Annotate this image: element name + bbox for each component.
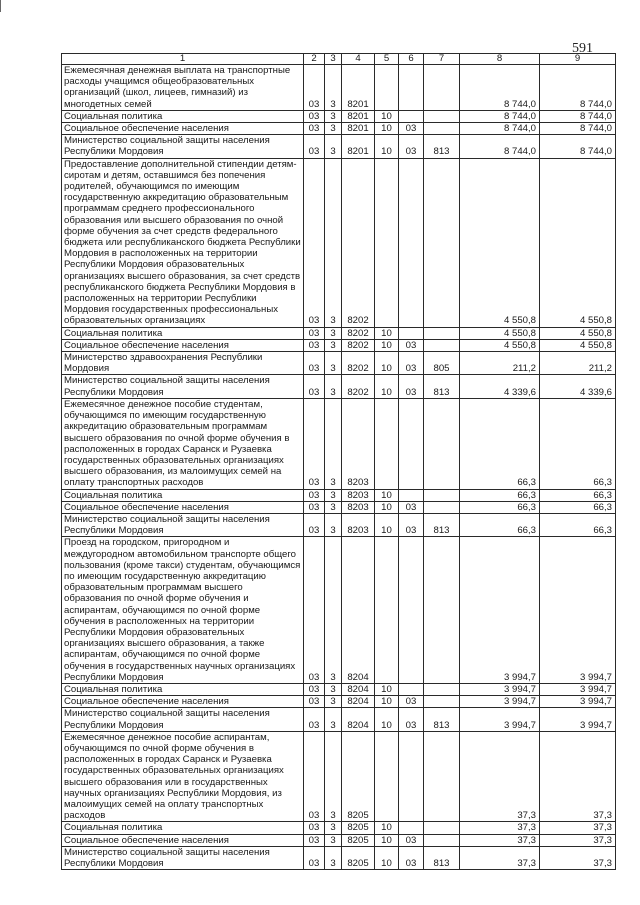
- code-cell-7: [424, 537, 460, 684]
- amount-cell-8: 8 744,0: [460, 65, 540, 111]
- code-cell-3: 3: [325, 683, 342, 695]
- amount-cell-8: 66,3: [460, 489, 540, 501]
- page-number: 591: [572, 41, 593, 56]
- amount-cell-8: 4 550,8: [460, 327, 540, 339]
- code-cell-6: [399, 683, 424, 695]
- table-row: [62, 352, 616, 375]
- code-cell-2: 03: [304, 708, 325, 731]
- code-cell-5: 10: [375, 501, 399, 513]
- code-cell-3: 3: [325, 123, 342, 135]
- code-cell-6: 03: [399, 135, 424, 158]
- table-row: [62, 375, 616, 398]
- code-cell-7: 805: [424, 352, 460, 375]
- amount-cell-9: 4 339,6: [540, 375, 616, 398]
- table-row: [62, 398, 616, 489]
- description-cell: Социальная политика: [62, 489, 304, 501]
- table-row: [62, 834, 616, 846]
- code-cell-6: 03: [399, 375, 424, 398]
- code-cell-3: 3: [325, 339, 342, 351]
- code-cell-2: 03: [304, 135, 325, 158]
- code-cell-6: 03: [399, 501, 424, 513]
- code-cell-4: 8204: [342, 708, 375, 731]
- amount-cell-8: 8 744,0: [460, 110, 540, 122]
- code-cell-5: 10: [375, 834, 399, 846]
- code-cell-4: 8202: [342, 327, 375, 339]
- description-cell: Министерство социальной защиты населения Республики Мордовия: [62, 375, 304, 398]
- code-cell-5: 10: [375, 513, 399, 536]
- code-cell-7: 813: [424, 513, 460, 536]
- table-row: [62, 731, 616, 822]
- amount-cell-9: 37,3: [540, 846, 616, 869]
- header-row: [62, 54, 616, 65]
- code-cell-6: [399, 110, 424, 122]
- code-cell-4: 8201: [342, 110, 375, 122]
- amount-cell-9: 66,3: [540, 501, 616, 513]
- table-row: [62, 683, 616, 695]
- code-cell-3: 3: [325, 513, 342, 536]
- code-cell-7: [424, 327, 460, 339]
- code-cell-7: 813: [424, 135, 460, 158]
- amount-cell-9: 3 994,7: [540, 537, 616, 684]
- table-header: [62, 54, 616, 65]
- code-cell-6: [399, 822, 424, 834]
- code-cell-6: 03: [399, 846, 424, 869]
- budget-table: [61, 53, 616, 870]
- code-cell-4: 8201: [342, 65, 375, 111]
- code-cell-6: 03: [399, 708, 424, 731]
- code-cell-7: [424, 398, 460, 489]
- code-cell-5: 10: [375, 489, 399, 501]
- code-cell-3: 3: [325, 501, 342, 513]
- amount-cell-9: 3 994,7: [540, 683, 616, 695]
- code-cell-2: 03: [304, 683, 325, 695]
- code-cell-6: 03: [399, 513, 424, 536]
- code-cell-4: 8202: [342, 375, 375, 398]
- code-cell-4: 8203: [342, 513, 375, 536]
- code-cell-2: 03: [304, 123, 325, 135]
- code-cell-2: 03: [304, 110, 325, 122]
- code-cell-6: [399, 398, 424, 489]
- code-cell-7: [424, 65, 460, 111]
- code-cell-4: 8205: [342, 834, 375, 846]
- code-cell-3: 3: [325, 489, 342, 501]
- code-cell-7: [424, 158, 460, 327]
- description-cell: Социальное обеспечение населения: [62, 339, 304, 351]
- table-row: [62, 537, 616, 684]
- code-cell-6: [399, 158, 424, 327]
- description-cell: Социальное обеспечение населения: [62, 834, 304, 846]
- table-row: [62, 846, 616, 869]
- code-cell-3: 3: [325, 110, 342, 122]
- amount-cell-8: 3 994,7: [460, 683, 540, 695]
- code-cell-5: 10: [375, 375, 399, 398]
- description-cell: Социальная политика: [62, 822, 304, 834]
- code-cell-5: [375, 398, 399, 489]
- code-cell-5: [375, 537, 399, 684]
- code-cell-4: 8201: [342, 135, 375, 158]
- amount-cell-9: 37,3: [540, 731, 616, 822]
- code-cell-7: [424, 696, 460, 708]
- code-cell-7: [424, 683, 460, 695]
- description-cell: Социальная политика: [62, 327, 304, 339]
- amount-cell-9: 66,3: [540, 398, 616, 489]
- table-body: [62, 65, 616, 870]
- header-col-6: 6: [399, 54, 424, 65]
- code-cell-3: 3: [325, 375, 342, 398]
- description-cell: Ежемесячное денежное пособие аспирантам, обучающимся по очной форме обучения в расположенных в городах Саранск и Рузаевка государственных образовательных организациях высшего образования или в государственных научных организациях Республики Мордовия, из малоимущих семей на оплату транспортных расходов: [62, 731, 304, 822]
- description-cell: Министерство социальной защиты населения Республики Мордовия: [62, 846, 304, 869]
- description-cell: Проезд на городском, пригородном и междугородном автомобильном транспорте общего пользования (кроме такси) студентам, обучающимся по имеющим государственную аккредитацию образовательным программам высшего образования по очной форме обучения и аспирантам, обучающимся по очной форме обучения в расположенных на территории Республики Мордовия образовательных организациях высшего образования, а также аспирантам, обучающимся по очной форме обучения в государственных научных организациях Республики Мордовия: [62, 537, 304, 684]
- code-cell-6: 03: [399, 834, 424, 846]
- code-cell-5: 10: [375, 683, 399, 695]
- amount-cell-8: 37,3: [460, 822, 540, 834]
- code-cell-6: [399, 537, 424, 684]
- amount-cell-8: 66,3: [460, 501, 540, 513]
- amount-cell-8: 3 994,7: [460, 537, 540, 684]
- amount-cell-9: 8 744,0: [540, 135, 616, 158]
- amount-cell-9: 3 994,7: [540, 708, 616, 731]
- description-cell: Министерство здравоохранения Республики Мордовия: [62, 352, 304, 375]
- description-cell: Министерство социальной защиты населения Республики Мордовия: [62, 513, 304, 536]
- code-cell-4: 8203: [342, 501, 375, 513]
- amount-cell-9: 37,3: [540, 834, 616, 846]
- code-cell-6: 03: [399, 339, 424, 351]
- code-cell-4: 8205: [342, 846, 375, 869]
- amount-cell-8: 8 744,0: [460, 123, 540, 135]
- code-cell-2: 03: [304, 846, 325, 869]
- description-cell: Социальная политика: [62, 110, 304, 122]
- code-cell-3: 3: [325, 731, 342, 822]
- description-cell: Социальное обеспечение населения: [62, 696, 304, 708]
- description-cell: Предоставление дополнительной стипендии детям-сиротам и детям, оставшимся без попечения родителей, обучающимся по имеющим государственную аккредитацию образовательным программам среднего профессионального образования или высшего образования по очной форме обучения за счет средств федерального бюджета или республиканского бюджета Республики Мордовия в расположенных на территории Республики Мордовия образовательных организациях высшего образования, за счет средств республиканского бюджета Республики Мордовия в расположенных на территории Республики Мордовия государственных профессиональных образовательных организациях: [62, 158, 304, 327]
- table-row: [62, 708, 616, 731]
- table-row: [62, 135, 616, 158]
- code-cell-5: 10: [375, 822, 399, 834]
- code-cell-7: [424, 339, 460, 351]
- header-col-9: 9: [540, 54, 616, 65]
- code-cell-5: 10: [375, 135, 399, 158]
- code-cell-2: 03: [304, 822, 325, 834]
- amount-cell-9: 8 744,0: [540, 110, 616, 122]
- code-cell-7: [424, 501, 460, 513]
- code-cell-4: 8204: [342, 683, 375, 695]
- description-cell: Ежемесячное денежное пособие студентам, обучающимся по имеющим государственную аккредитацию образовательным программам высшего образования по очной форме обучения в расположенных в городах Саранск и Рузаевка государственных образовательных организациях высшего образования, из малоимущих семей на оплату транспортных расходов: [62, 398, 304, 489]
- amount-cell-8: 4 339,6: [460, 375, 540, 398]
- code-cell-5: [375, 731, 399, 822]
- amount-cell-9: 8 744,0: [540, 65, 616, 111]
- code-cell-4: 8204: [342, 696, 375, 708]
- amount-cell-8: 3 994,7: [460, 696, 540, 708]
- code-cell-2: 03: [304, 696, 325, 708]
- amount-cell-8: 66,3: [460, 513, 540, 536]
- code-cell-3: 3: [325, 822, 342, 834]
- code-cell-3: 3: [325, 834, 342, 846]
- code-cell-7: [424, 123, 460, 135]
- header-col-8: 8: [460, 54, 540, 65]
- header-col-4: 4: [342, 54, 375, 65]
- table-row: [62, 501, 616, 513]
- code-cell-4: 8203: [342, 489, 375, 501]
- table-row: [62, 123, 616, 135]
- amount-cell-8: 37,3: [460, 846, 540, 869]
- amount-cell-9: 4 550,8: [540, 339, 616, 351]
- code-cell-2: 03: [304, 489, 325, 501]
- header-col-3: 3: [325, 54, 342, 65]
- code-cell-6: [399, 65, 424, 111]
- description-cell: Социальная политика: [62, 683, 304, 695]
- code-cell-4: 8205: [342, 731, 375, 822]
- code-cell-4: 8203: [342, 398, 375, 489]
- code-cell-4: 8202: [342, 339, 375, 351]
- amount-cell-9: 4 550,8: [540, 327, 616, 339]
- header-col-7: 7: [424, 54, 460, 65]
- code-cell-7: [424, 489, 460, 501]
- code-cell-2: 03: [304, 352, 325, 375]
- amount-cell-8: 211,2: [460, 352, 540, 375]
- code-cell-2: 03: [304, 834, 325, 846]
- amount-cell-9: 66,3: [540, 489, 616, 501]
- description-cell: Министерство социальной защиты населения Республики Мордовия: [62, 708, 304, 731]
- code-cell-7: [424, 822, 460, 834]
- amount-cell-9: 211,2: [540, 352, 616, 375]
- table-row: [62, 158, 616, 327]
- amount-cell-8: 8 744,0: [460, 135, 540, 158]
- code-cell-7: 813: [424, 375, 460, 398]
- header-col-1: 1: [62, 54, 304, 65]
- table-row: [62, 327, 616, 339]
- description-cell: Министерство социальной защиты населения Республики Мордовия: [62, 135, 304, 158]
- code-cell-5: 10: [375, 123, 399, 135]
- code-cell-3: 3: [325, 352, 342, 375]
- code-cell-6: 03: [399, 352, 424, 375]
- amount-cell-8: 37,3: [460, 834, 540, 846]
- header-col-5: 5: [375, 54, 399, 65]
- amount-cell-9: 37,3: [540, 822, 616, 834]
- amount-cell-9: 4 550,8: [540, 158, 616, 327]
- code-cell-7: [424, 731, 460, 822]
- code-cell-2: 03: [304, 375, 325, 398]
- scan-corner-mark: [0, 0, 11, 12]
- code-cell-2: 03: [304, 158, 325, 327]
- code-cell-2: 03: [304, 339, 325, 351]
- code-cell-5: 10: [375, 110, 399, 122]
- table-row: [62, 513, 616, 536]
- amount-cell-8: 3 994,7: [460, 708, 540, 731]
- code-cell-2: 03: [304, 501, 325, 513]
- code-cell-3: 3: [325, 158, 342, 327]
- table-row: [62, 696, 616, 708]
- amount-cell-8: 37,3: [460, 731, 540, 822]
- code-cell-6: 03: [399, 123, 424, 135]
- amount-cell-8: 4 550,8: [460, 158, 540, 327]
- description-cell: Социальное обеспечение населения: [62, 123, 304, 135]
- code-cell-5: 10: [375, 339, 399, 351]
- description-cell: Ежемесячная денежная выплата на транспортные расходы учащимся общеобразовательных организаций (школ, лицеев, гимназий) из многодетных семей: [62, 65, 304, 111]
- code-cell-5: [375, 158, 399, 327]
- description-cell: Социальное обеспечение населения: [62, 501, 304, 513]
- code-cell-5: [375, 65, 399, 111]
- code-cell-7: [424, 110, 460, 122]
- code-cell-5: 10: [375, 846, 399, 869]
- code-cell-4: 8204: [342, 537, 375, 684]
- code-cell-4: 8205: [342, 822, 375, 834]
- code-cell-7: [424, 834, 460, 846]
- amount-cell-9: 3 994,7: [540, 696, 616, 708]
- code-cell-7: 813: [424, 708, 460, 731]
- table-row: [62, 339, 616, 351]
- code-cell-4: 8202: [342, 158, 375, 327]
- amount-cell-9: 66,3: [540, 513, 616, 536]
- code-cell-2: 03: [304, 65, 325, 111]
- code-cell-2: 03: [304, 731, 325, 822]
- table-row: [62, 110, 616, 122]
- code-cell-7: 813: [424, 846, 460, 869]
- code-cell-3: 3: [325, 708, 342, 731]
- code-cell-3: 3: [325, 135, 342, 158]
- code-cell-2: 03: [304, 327, 325, 339]
- code-cell-4: 8201: [342, 123, 375, 135]
- code-cell-6: 03: [399, 696, 424, 708]
- code-cell-6: [399, 327, 424, 339]
- code-cell-3: 3: [325, 65, 342, 111]
- table-row: [62, 822, 616, 834]
- code-cell-3: 3: [325, 846, 342, 869]
- code-cell-3: 3: [325, 537, 342, 684]
- code-cell-5: 10: [375, 327, 399, 339]
- table-row: [62, 489, 616, 501]
- amount-cell-8: 66,3: [460, 398, 540, 489]
- code-cell-2: 03: [304, 513, 325, 536]
- amount-cell-9: 8 744,0: [540, 123, 616, 135]
- code-cell-2: 03: [304, 398, 325, 489]
- table-row: [62, 65, 616, 111]
- code-cell-5: 10: [375, 708, 399, 731]
- header-col-2: 2: [304, 54, 325, 65]
- code-cell-6: [399, 731, 424, 822]
- amount-cell-8: 4 550,8: [460, 339, 540, 351]
- code-cell-5: 10: [375, 696, 399, 708]
- code-cell-3: 3: [325, 696, 342, 708]
- code-cell-4: 8202: [342, 352, 375, 375]
- code-cell-5: 10: [375, 352, 399, 375]
- code-cell-2: 03: [304, 537, 325, 684]
- code-cell-3: 3: [325, 398, 342, 489]
- code-cell-3: 3: [325, 327, 342, 339]
- code-cell-6: [399, 489, 424, 501]
